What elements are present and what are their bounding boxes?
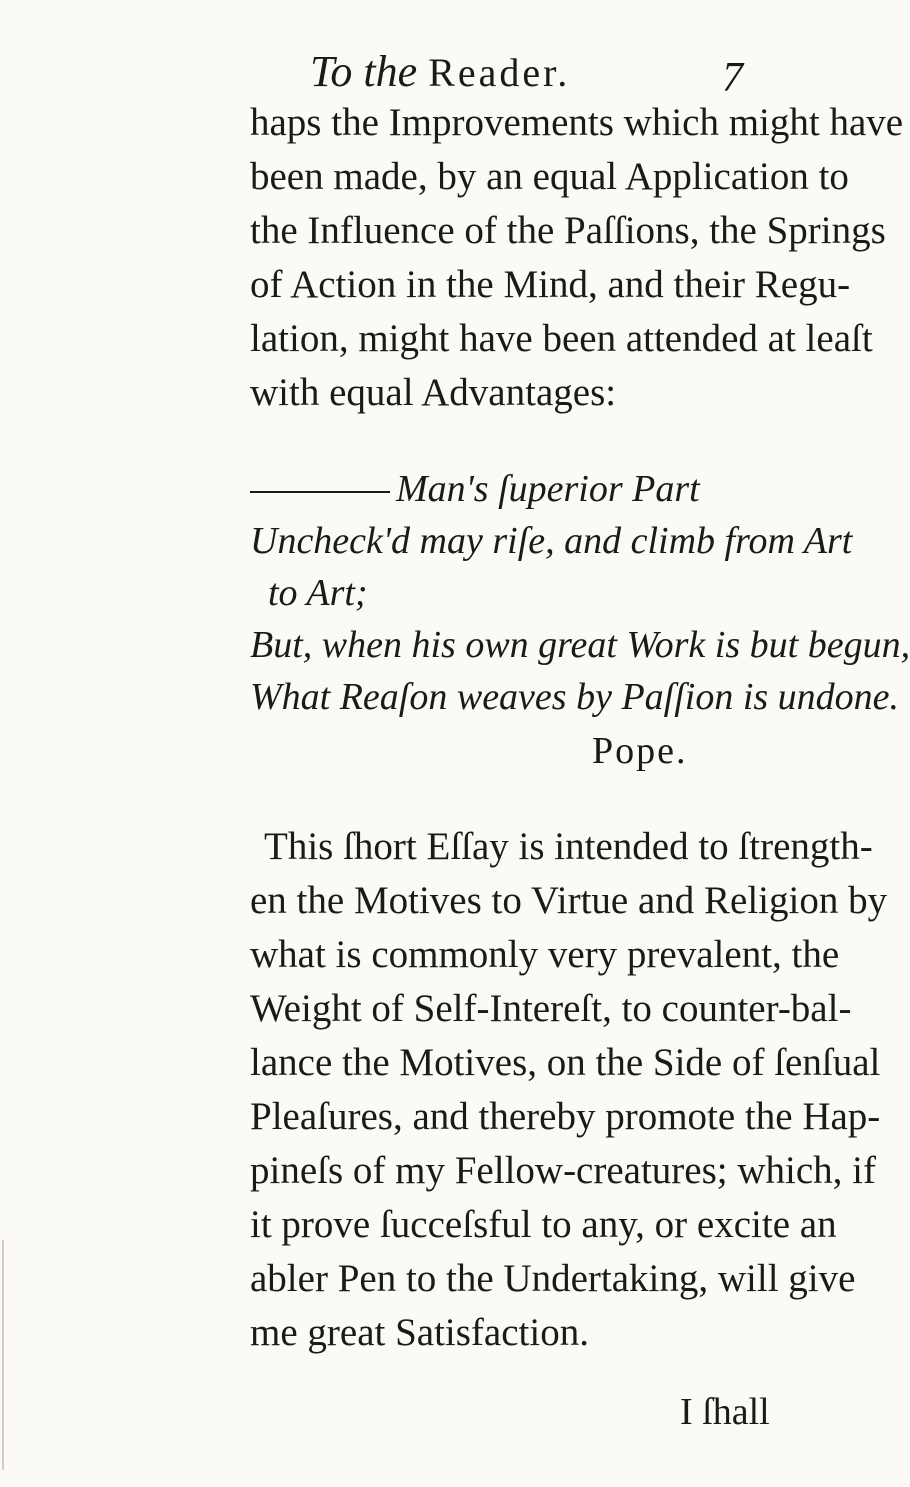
- quotation-line-1: [250, 462, 700, 516]
- quotation-dash-rule: [250, 491, 390, 493]
- quotation-line-3: to Art;: [268, 572, 368, 614]
- paragraph1-line-5: lation, might have been attended at leaſt: [250, 317, 873, 360]
- catchword: I ſhall: [680, 1391, 770, 1433]
- quotation-attribution: Pope.: [592, 730, 688, 772]
- paragraph2-line-1: This ſhort Eſſay is intended to ſtrength-: [264, 825, 873, 868]
- paragraph2-line-8: it prove ſucceſsful to any, or excite an: [250, 1203, 837, 1246]
- quotation-line-2: Uncheck'd may riſe, and climb from Art: [250, 520, 853, 562]
- running-head: [0, 42, 801, 102]
- running-head-title: [310, 42, 570, 103]
- paragraph1-line-1: haps the Improvements which might have: [250, 101, 904, 144]
- paragraph2-line-10: me great Satisfaction.: [250, 1311, 589, 1354]
- page-edge-shadow: [2, 1240, 4, 1470]
- paragraph1-line-3: the Influence of the Paſſions, the Springs: [250, 209, 886, 252]
- paragraph2-line-2: en the Motives to Virtue and Religion by: [250, 879, 888, 922]
- paragraph1-line-2: been made, by an equal Application to: [250, 155, 849, 198]
- paragraph1-line-6: with equal Advantages:: [250, 371, 617, 414]
- paragraph2-line-7: pineſs of my Fellow-creatures; which, if: [250, 1149, 876, 1192]
- paragraph1-line-4: of Action in the Mind, and their Regu-: [250, 263, 851, 306]
- quotation-line-4: But, when his own great Work is but begun,: [250, 624, 910, 666]
- quotation-line-5: What Reaſon weaves by Paſſion is undone.: [250, 676, 900, 718]
- paragraph2-line-6: Pleaſures, and thereby promote the Hap-: [250, 1095, 881, 1138]
- paragraph2-line-3: what is commonly very prevalent, the: [250, 933, 840, 976]
- quotation-line-1-text: Man's ſuperior Part: [396, 468, 700, 510]
- paragraph2-line-4: Weight of Self-Intereſt, to counter-bal-: [250, 987, 852, 1030]
- running-head-main: Reader.: [428, 50, 571, 95]
- paragraph2-line-5: lance the Motives, on the Side of ſenſual: [250, 1041, 881, 1084]
- running-head-prefix: To the: [310, 47, 418, 96]
- paragraph2-line-9: abler Pen to the Undertaking, will give: [250, 1257, 856, 1300]
- page-number: 7: [722, 55, 743, 101]
